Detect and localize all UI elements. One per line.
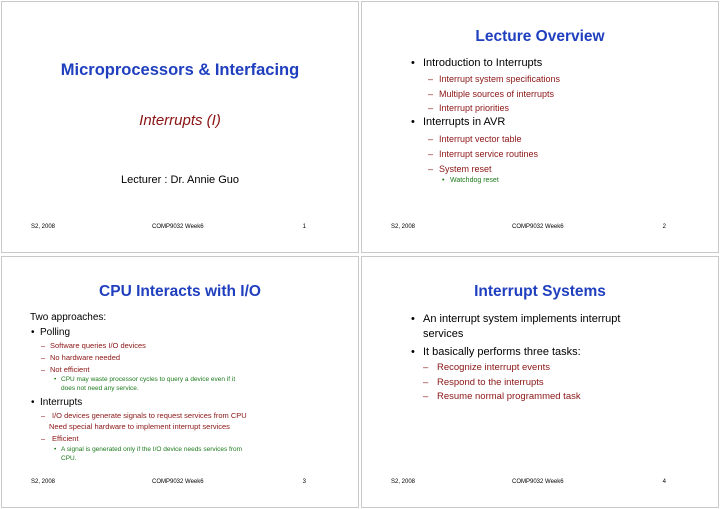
bullet-dash: –	[41, 411, 46, 420]
bullet-text: Interrupt priorities	[439, 103, 510, 113]
bullet-text: CPU.	[61, 455, 77, 462]
bullet-dash: –	[428, 103, 434, 113]
page-number: 4	[662, 479, 666, 485]
slide-subtitle: Interrupts (I)	[139, 112, 221, 129]
bullet-dash: –	[41, 353, 46, 362]
bullet-dot: •	[411, 313, 415, 325]
bullet-text: CPU may waste processor cycles to query a device even if it	[61, 376, 236, 383]
bullet-dot: •	[31, 327, 35, 338]
bullet-dot: •	[411, 57, 415, 69]
footer-term: S2, 2008	[31, 479, 56, 485]
intro-text: Two approaches:	[30, 312, 107, 323]
footer-term: S2, 2008	[391, 224, 416, 230]
footer-course: COMP9032 Week6	[512, 224, 564, 230]
footer-course: COMP9032 Week6	[152, 224, 204, 230]
bullet-dash: –	[423, 391, 429, 402]
slide-title: Microprocessors & Interfacing	[60, 61, 300, 79]
slide-footer	[2, 479, 358, 487]
slide-4	[361, 256, 719, 508]
page-number: 3	[302, 479, 306, 485]
bullet-text: Introduction to Interrupts	[423, 57, 543, 69]
bullet-text: An interrupt system implements interrupt	[423, 313, 621, 325]
slide-1	[1, 1, 359, 253]
bullet-text: Need special hardware to implement interrupt services	[49, 422, 230, 431]
bullet-text: does not need any service.	[61, 385, 139, 392]
slide-footer	[362, 479, 718, 487]
footer-course: COMP9032 Week6	[152, 479, 204, 485]
bullet-text: Watchdog reset	[450, 177, 499, 184]
bullet-dash: –	[428, 74, 434, 84]
bullet-dash: –	[428, 134, 434, 144]
footer-term: S2, 2008	[391, 479, 416, 485]
bullet-text: Recognize interrupt events	[437, 362, 551, 373]
slide-title: Interrupt Systems	[474, 283, 606, 300]
bullet-text: A signal is generated only if the I/O device needs services from	[61, 446, 243, 453]
bullet-text: Not efficient	[50, 365, 90, 374]
bullet-text: Interrupt system specifications	[439, 74, 561, 84]
bullet-text: I/O devices generate signals to request services from CPU	[52, 411, 247, 420]
slide-2	[361, 1, 719, 253]
page-number: 2	[662, 224, 666, 230]
bullet-text: Multiple sources of interrupts	[439, 89, 555, 99]
slide-footer	[2, 224, 358, 232]
bullet-text: Resume normal programmed task	[437, 391, 581, 402]
bullet-dot: •	[54, 446, 57, 453]
bullet-dash: –	[41, 365, 46, 374]
footer-course: COMP9032 Week6	[512, 479, 564, 485]
bullet-dot: •	[442, 177, 445, 184]
bullet-text: Interrupts	[40, 397, 83, 408]
bullet-dot: •	[31, 397, 35, 408]
bullet-text: Polling	[40, 327, 71, 338]
page-number: 1	[302, 224, 306, 230]
bullet-dash: –	[41, 341, 46, 350]
bullet-text: Interrupt vector table	[439, 134, 522, 144]
bullet-dash: –	[41, 434, 46, 443]
bullet-dash: –	[428, 164, 434, 174]
bullet-dot: •	[411, 116, 415, 128]
bullet-text: Interrupts in AVR	[423, 116, 506, 128]
slide-footer	[362, 224, 718, 232]
bullet-dot: •	[411, 346, 415, 358]
bullet-text: Efficient	[52, 434, 79, 443]
bullet-dot: •	[54, 376, 57, 383]
bullet-text: Software queries I/O devices	[50, 341, 146, 350]
bullet-text: No hardware needed	[50, 353, 121, 362]
bullet-text: services	[423, 328, 464, 340]
bullet-text: Respond to the interrupts	[437, 377, 544, 388]
slide-3	[1, 256, 359, 508]
footer-term: S2, 2008	[31, 224, 56, 230]
bullet-dash: –	[428, 89, 434, 99]
bullet-text: Interrupt service routines	[439, 149, 539, 159]
bullet-dash: –	[428, 149, 434, 159]
bullet-text: It basically performs three tasks:	[423, 346, 581, 358]
bullet-dash: –	[423, 362, 429, 373]
slide-title: Lecture Overview	[475, 28, 605, 45]
lecturer-line: Lecturer : Dr. Annie Guo	[120, 174, 239, 186]
bullet-text: System reset	[439, 164, 492, 174]
bullet-dash: –	[423, 377, 429, 388]
slide-title: CPU Interacts with I/O	[99, 283, 261, 300]
